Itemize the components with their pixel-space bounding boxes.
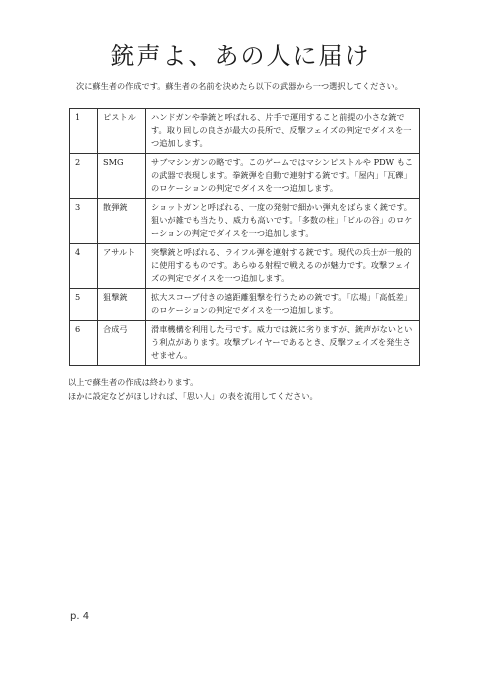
weapon-name: 合成弓 [98, 321, 146, 366]
page-title: 銃声よ、あの人に届け [110, 42, 371, 70]
closing-line: 以上で蘇生者の作成は終わります。 [68, 377, 199, 387]
weapon-number: 6 [70, 321, 98, 366]
weapon-description: 滑車機構を利用した弓です。威力では銃に劣りますが、銃声がないという利点があります。攻撃プレイヤーであるとき、反撃フェイズを発生させません。 [146, 321, 420, 366]
weapon-number: 5 [70, 289, 98, 321]
intro-text: 次に蘇生者の作成です。蘇生者の名前を決めたら以下の武器から一つ選択してください。 [76, 81, 403, 91]
weapon-name: 狙撃銃 [98, 289, 146, 321]
table-row [70, 289, 420, 321]
weapon-number: 2 [70, 154, 98, 199]
closing-text [68, 375, 448, 403]
closing-line: ほかに設定などがほしければ、「思い人」の表を流用してください。 [68, 391, 318, 401]
weapon-description: 拡大スコープ付きの遠距離狙撃を行うための銃です。「広場」「高低差」のロケーションの判定でダイスを一つ追加します。 [146, 289, 420, 321]
table-row [70, 109, 420, 154]
weapon-name: アサルト [98, 244, 146, 289]
table-row [70, 321, 420, 366]
weapon-name: ピストル [98, 109, 146, 154]
weapon-name: 散弾銃 [98, 199, 146, 244]
weapon-description: ハンドガンや拳銃と呼ばれる、片手で運用すること前提の小さな銃です。取り回しの良さが最大の長所で、反撃フェイズの判定でダイスを一つ追加します。 [146, 109, 420, 154]
table-row [70, 199, 420, 244]
weapon-number: 3 [70, 199, 98, 244]
weapon-description: サブマシンガンの略です。このゲームではマシンピストルや PDW もこの武器で表現します。拳銃弾を自動で連射する銃です。「屋内」「瓦礫」のロケーションの判定でダイスを一つ追加します。 [146, 154, 420, 199]
page-number: p. 4 [70, 611, 90, 622]
weapon-description: ショットガンと呼ばれる、一度の発射で細かい弾丸をばらまく銃です。狙いが雑でも当たり、威力も高いです。「多数の柱」「ビルの谷」のロケーションの判定でダイスを一つ追加します。 [146, 199, 420, 244]
weapon-name: SMG [98, 154, 146, 199]
weapon-number: 1 [70, 109, 98, 154]
weapon-number: 4 [70, 244, 98, 289]
weapon-description: 突撃銃と呼ばれる、ライフル弾を連射する銃です。現代の兵士が一般的に使用するものです。あらゆる射程で戦えるのが魅力です。攻撃フェイズの判定でダイスを一つ追加します。 [146, 244, 420, 289]
weapon-table [69, 108, 420, 366]
table-row [70, 244, 420, 289]
table-row [70, 154, 420, 199]
